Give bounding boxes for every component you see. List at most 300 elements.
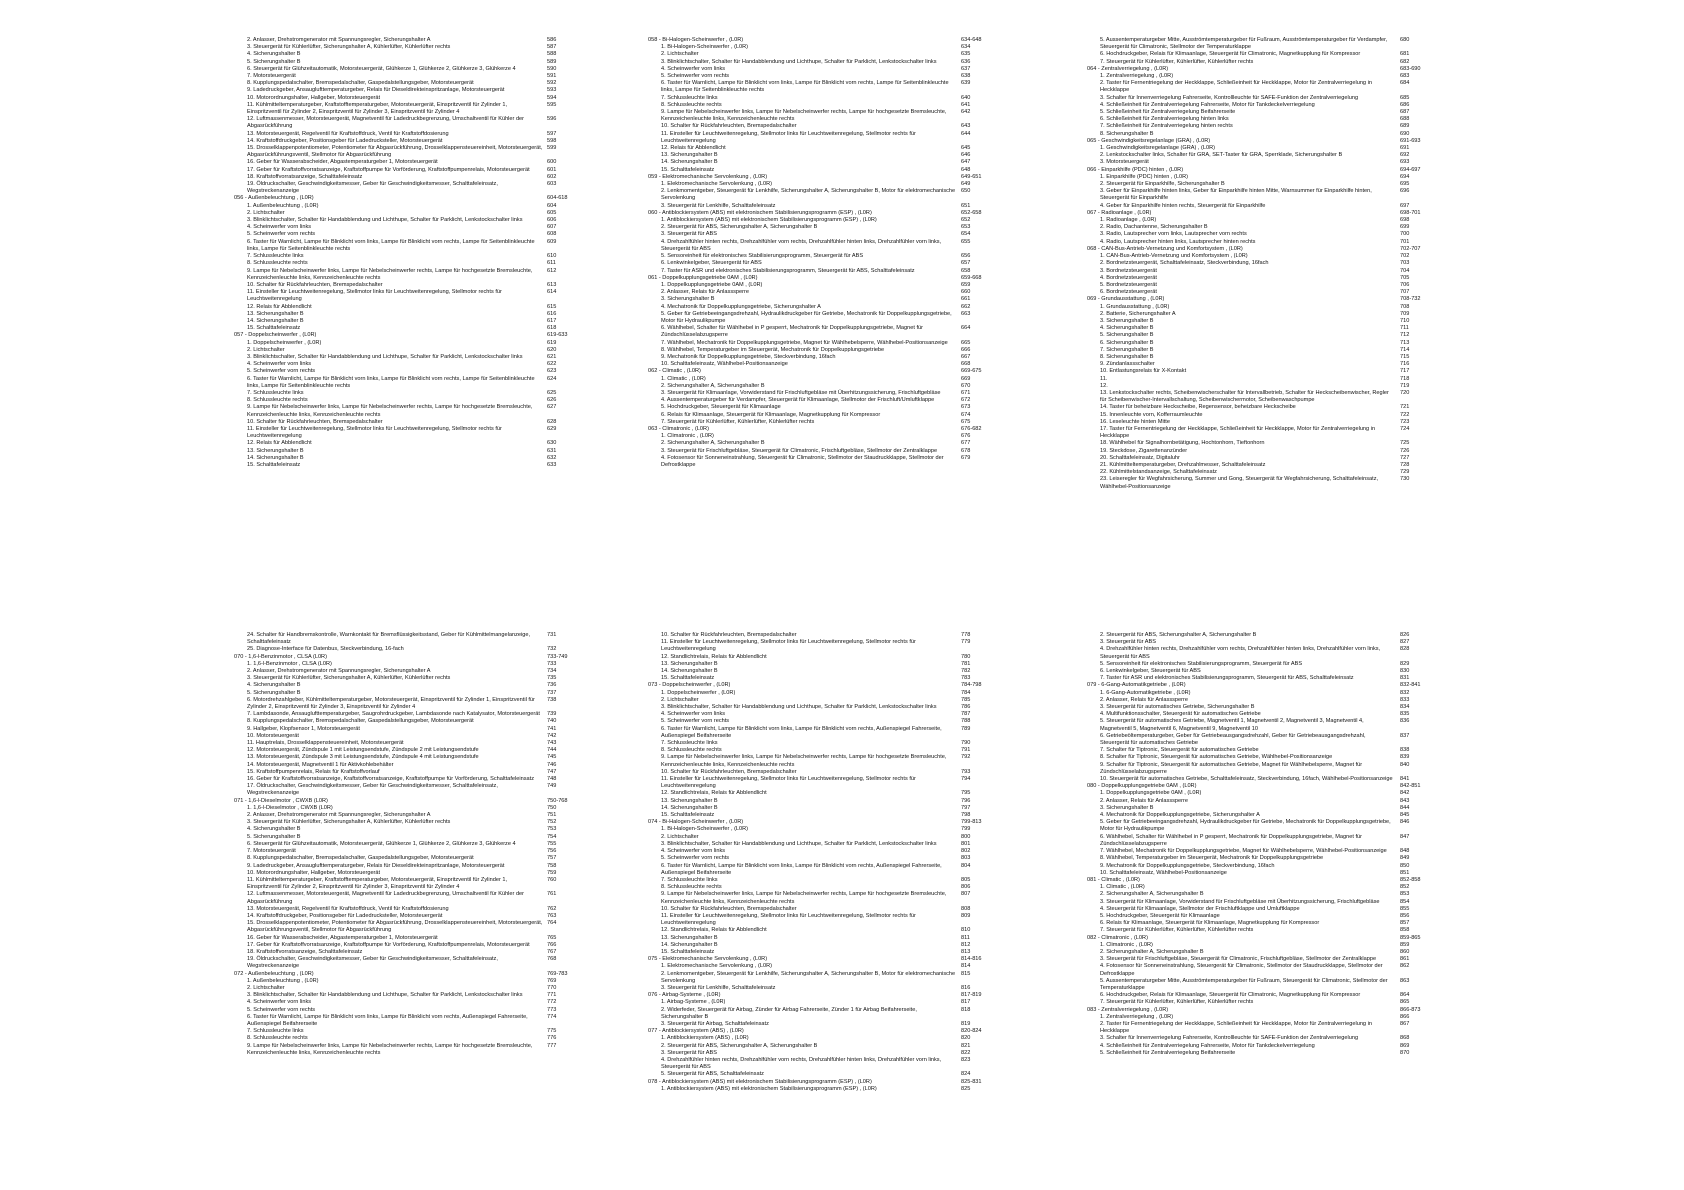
page-number: 666 [961,346,971,353]
entry-title: 12. Standlichtrelais, Relais für Abblendlicht [661,927,767,934]
index-entry [247,102,577,116]
index-entry [1100,1014,1430,1021]
index-entry [1100,239,1430,246]
entry-title: 1. Außenbeleuchtung , (L0R) [247,202,319,209]
page-number: 808 [961,905,971,912]
index-entry [1100,419,1430,426]
entry-title: 3. Steuergerät für Lenkhilfe, Schalttafeleinsatz [661,202,776,209]
entry-title: 5. Schließeinheit für Zentralverriegelung Beifahrerseite [1100,109,1236,116]
entry-title: 15. Drosselklappenpotentiometer, Potentiometer für Abgasrückführung, Drosselklappensteuereinheit, Motorsteuergerät, Abgasrückführungsventil, Stellmotor für Abgasrückführung [247,145,543,159]
entry-title: 7. Schlussleuchte links [247,389,304,396]
page-number: 717 [1400,368,1410,375]
entry-title: 1. Zentralverriegelung , (L0R) [1100,1013,1174,1020]
index-entry [247,426,577,440]
index-entry [661,253,991,260]
section-heading [648,37,991,44]
index-entry [661,999,991,1006]
index-entry [247,304,577,311]
index-entry [661,167,991,174]
index-entry [1100,891,1430,898]
page-number: 661 [961,296,971,303]
entry-title: 9. Mechatronik für Doppelkupplungsgetriebe, Steckverbindung, 16fach [1100,862,1275,869]
entry-title: 11. Einsteller für Leuchtweitenregelung, Stellmotor links für Leuchtweitenregelung, Stellmotor rechts für Leuchtweitenregelung [247,289,502,303]
entry-title: 1. Grundausstattung , (L0R) [1100,303,1170,310]
entry-title: 9. Hallgeber, Klopfsensor 1, Motorsteuergerät [247,725,360,732]
page-number: 599 [547,145,557,152]
page-number: 667 [961,353,971,360]
index-entry [1100,116,1430,123]
entry-title: 5. Scheinwerfer vorn rechts [247,1006,316,1013]
page-number: 634 [961,44,971,51]
index-entry [1100,999,1430,1006]
index-entry [661,397,991,404]
index-entry [1100,123,1430,130]
entry-title: 14. Motorsteuergerät, Magnetventil 1 für Aktivkohlebehälter [247,761,394,768]
index-entry [661,726,991,740]
page-number: 866 [1400,1013,1410,1020]
page-number: 764 [547,920,557,927]
entry-title: 15. Schalttafeleinsatz [661,812,715,819]
entry-title: 9. Zündanlassschalter [1100,361,1155,368]
page-number: 611 [547,260,556,267]
entry-title: 1. Doppelkupplungsgetriebe 0AM , (L0R) [661,281,763,288]
page-number: 610 [547,253,557,260]
section-heading [1087,1006,1430,1014]
page-number: 814 [961,963,971,970]
page-number: 602 [547,173,557,180]
page-number: 705 [1400,274,1410,281]
page-number: 855 [1400,905,1410,912]
page-number: 802 [961,848,971,855]
page-number: 768 [547,956,557,963]
index-entry [661,985,991,992]
index-entry [1100,1035,1430,1042]
page-number: 838 [1400,747,1410,754]
page-number: 650 [961,188,971,195]
index-entry [247,448,577,455]
section-heading [648,425,991,433]
index-entry [247,325,577,332]
index-entry [661,289,991,296]
page-number: 842 [1400,790,1410,797]
page-number: 655 [961,238,971,245]
entry-title: 13. Motorsteuergerät, Regelventil für Kraftstoffdruck, Ventil für Kraftstoffdosierung [247,130,449,137]
page-number: 806 [961,884,971,891]
page-number: 673 [961,404,971,411]
entry-title: 6. Taster für Warnlicht, Lampe für Blinklicht vorn links, Lampe für Blinklicht vorn rechts, Außenspiegel Fahrerseite, Außenspiegel Beifahrerseite [247,1013,528,1027]
entry-title: 7. Schlussleuchte links [661,94,718,101]
page-number: 588 [547,51,557,58]
index-entry [1100,145,1430,152]
page-number: 823 [961,1056,971,1063]
page-number: 670 [961,382,971,389]
page-number: 707 [1400,289,1410,296]
index-entry [1100,361,1430,368]
entry-title: 7. Steuergerät für Kühlerlüfter, Kühlerlüfter, Kühlerlüfter rechts [1100,999,1254,1006]
page-number: 700 [1400,231,1410,238]
entry-title: 14. Sicherungshalter B [661,159,718,166]
index-entry [247,661,577,668]
index-entry [247,80,577,87]
index-entry [661,268,991,275]
entry-title: 1. 6-Gang-Automatikgetriebe , (L0R) [1100,689,1191,696]
page-number: 841 [1400,776,1410,783]
entry-title: 25. Diagnose-Interface für Datenbus, Steckverbindung, 16-fach [247,646,404,653]
index-entry [661,455,991,469]
page-number: 797 [961,804,971,811]
index-entry [1100,899,1430,906]
entry-title: 15. Schalttafeleinsatz [247,461,301,468]
entry-title: 1. Doppelscheinwerfer , (L0R) [661,689,736,696]
index-entry [1100,834,1430,848]
index-entry [661,971,991,985]
page-number: 792 [961,754,971,761]
page-number: 698-701 [1400,209,1421,216]
entry-title: 16. Leseleuchte hinten Mitte [1100,418,1170,425]
section-heading [234,195,577,202]
index-entry [1100,690,1430,697]
page-number: 701 [1400,238,1410,245]
index-entry [661,145,991,152]
page-number: 866-873 [1400,1006,1421,1013]
page-number: 749 [547,783,557,790]
index-entry [247,841,577,848]
entry-title: 3. Steuergerät für ABS [661,1049,717,1056]
entry-title: 5. Scheinwerfer vorn rechts [661,855,730,862]
index-entry [247,145,577,159]
index-entry [247,1007,577,1014]
page-number: 814-816 [961,956,982,963]
entry-title: 8. Schalter für Tiptronic, Steuergerät für automatisches Getriebe, Wählhebel-Positionsanzeige [1100,754,1333,761]
entry-title: 068 - CAN-Bus-Antrieb-Vernetzung und Komfortsystem , (L0R) [1087,245,1243,252]
section-heading [1087,934,1430,942]
entry-title: 7. Schließeinheit für Zentralverriegelung hinten rechts [1100,123,1233,130]
entry-title: 11. Kühlmitteltemperaturgeber, Kraftstofftemperaturgeber, Motorsteuergerät, Einspritzventil für Zylinder 1, Einspritzventil für Zylinder 2, Einspritzventil für Zylinder 3, Einspritzventil für Zylinder 4 [247,101,508,116]
page-number: 737 [547,689,557,696]
page-number: 730 [1400,476,1410,483]
entry-title: 062 - Climatic , (L0R) [648,368,701,375]
index-column [648,632,991,1093]
page-number: 826 [1400,632,1410,638]
page-number: 744 [547,747,557,754]
page-number: 601 [547,166,557,173]
page-number: 783 [961,675,971,682]
page-number: 671 [961,389,971,396]
page-number: 657 [961,260,971,267]
page-number: 842-851 [1400,783,1421,790]
page-number: 778 [961,632,971,638]
page-number: 747 [547,768,557,775]
entry-title: 17. Taster für Fernentriegelung der Heckklappe, Schließeinheit für Heckklappe, Motor für Zentralverriegelung in Heckklappe [1100,425,1376,440]
page-number: 715 [1400,353,1410,360]
entry-title: 12. Standlichtrelais, Relais für Abblendlicht [661,790,767,797]
page-number: 771 [547,992,557,999]
page-number: 699 [1400,224,1410,231]
page-number: 769 [547,977,557,984]
index-entry [247,1028,577,1035]
entry-title: 15. Innenleuchte vorn, Kofferraumleuchte [1100,411,1203,418]
entry-title: 4. Geber für Einparkhilfe hinten rechts, Steuergerät für Einparkhilfe [1100,202,1266,209]
index-entry [1100,762,1430,776]
page-number: 606 [547,217,557,224]
entry-title: 2. Sicherungshalter A, Sicherungshalter B [1100,891,1204,898]
index-entry [1100,440,1430,447]
page-number: 827 [1400,639,1410,646]
page-number: 772 [547,999,557,1006]
page-number: 620 [547,346,557,353]
page-number: 659 [961,281,971,288]
index-entry [661,404,991,411]
entry-title: 15. Schalttafeleinsatz [247,325,301,332]
page-number: 865 [1400,999,1410,1006]
page-number: 852 [1400,884,1410,891]
entry-title: 11. Hauptrelais, Drosselklappensteuereinheit, Motorsteuergerät [247,740,404,747]
index-entry [661,231,991,238]
page-number: 863 [1400,977,1410,984]
entry-title: 1. Climatronic , (L0R) [1100,941,1153,948]
entry-title: 10. Schalttafeleinsatz, Wählhebel-Positionsanzeige [1100,869,1227,876]
entry-title: 4. Sicherungshalter B [1100,325,1154,332]
entry-title: 3. Sicherungshalter B [661,296,715,303]
index-entry [661,131,991,145]
index-entry [661,826,991,833]
entry-title: 18. Kraftstoffvorratsanzeige, Schalttafeleinsatz [247,173,363,180]
entry-title: 2. Steuergerät für Einparkhilfe, Sicherungshalter B [1100,181,1225,188]
index-entry [247,726,577,733]
index-entry [661,711,991,718]
index-entry [661,632,991,639]
page-number: 684 [1400,80,1410,87]
page-number: 732 [547,646,557,653]
index-entry [1100,1050,1430,1057]
entry-title: 2. Lichtschalter [661,51,699,58]
index-entry [661,361,991,368]
page-number: 634-648 [961,37,982,43]
index-entry [247,131,577,138]
index-entry [247,848,577,855]
index-entry [661,877,991,884]
section-heading [1087,65,1430,73]
entry-title: 11. Kühlmitteltemperaturgeber, Kraftstofftemperaturgeber, Motorsteuergerät, Einspritzventil für Zylinder 1, Einspritzventil für Zylinder 2, Einspritzventil für Zylinder 3, Einspritzventil für Zylinder 4 [247,876,508,891]
page-number: 612 [547,267,557,274]
index-entry [247,419,577,426]
entry-title: 7. Schlussleuchte links [247,1028,304,1035]
section-heading [1087,245,1430,253]
index-entry [1100,462,1430,469]
index-entry [247,51,577,58]
page-number: 668 [961,361,971,368]
index-entry [661,747,991,754]
section-heading [648,274,991,282]
index-entry [661,51,991,58]
page-number: 649 [961,181,971,188]
entry-title: 11. Einsteller für Leuchtweitenregelung, Stellmotor links für Leuchtweitenregelung, Stellmotor rechts für Leuchtweitenregelung [661,912,916,927]
entry-title: 8. Kupplungspedalschalter, Bremspedalschalter, Gaspedalstellungsgeber, Motorsteuergerät [247,855,474,862]
entry-title: 5. Steuergerät für ABS, Schalttafeleinsatz [661,1071,764,1078]
entry-title: 12. Relais für Abblendlicht [661,145,726,152]
entry-title: 7. Motorsteuergerät [247,848,296,855]
page-number: 840 [1400,761,1410,768]
entry-title: 3. Steuergerät für Lenkhilfe, Schalttafeleinsatz [661,984,776,991]
index-entry [661,740,991,747]
entry-title: 3. Blinklichtschalter, Schalter für Handabblendung und Lichthupe, Schalter für Parklicht, Lenkstockschalter links [247,217,523,224]
index-entry [661,963,991,970]
page-number: 811 [961,934,970,941]
index-entry [247,354,577,361]
entry-title: 4. Scheinwerfer vorn links [661,711,726,718]
index-entry [661,433,991,440]
page-number: 652 [961,217,971,224]
page-number: 741 [547,725,557,732]
entry-title: 3. Steuergerät für Frischluftgebläse, Steuergerät für Climatronic, Frischluftgebläse, Stellmotor der Zentralklappe [661,447,938,454]
page-number: 632 [547,454,557,461]
index-entry [247,44,577,51]
index-entry [1100,383,1430,390]
section-heading [648,1078,991,1086]
entry-title: 18. Wählhebel für Signalhornbetätigung, Hochtonhorn, Tieftonhorn [1100,440,1265,447]
page-number: 861 [1400,956,1410,963]
page-number: 681 [1400,51,1410,58]
entry-title: 6. Relais für Klimaanlage, Steuergerät für Klimaanlage, Magnetkupplung für Kompressor [661,411,881,418]
entry-title: 078 - Antiblockiersystem (ABS) mit elektronischem Stabilisierungsprogramm (ESP) , (L0R) [648,1078,872,1085]
index-entry [661,260,991,267]
page-number: 676-682 [961,425,982,432]
page-number: 816 [961,984,971,991]
page-number: 856 [1400,912,1410,919]
index-entry [1100,80,1430,94]
index-entry [1100,304,1430,311]
page-number: 817-819 [961,992,982,999]
index-entry [247,1035,577,1042]
entry-title: 7. Wählhebel, Mechatronik für Doppelkupplungsgetriebe, Magnet für Wählhebelsperre, Wählhebel-Positionsanzeige [661,339,948,346]
index-entry [247,59,577,66]
page-number: 798 [961,812,971,819]
entry-title: 4. Schließeinheit für Zentralverriegelung Fahrerseite, Motor für Tankdeckelverriegelung [1100,101,1315,108]
entry-title: 10. Schalter für Rückfahrleuchten, Bremspedalschalter [661,632,797,638]
entry-title: 080 - Doppelkupplungsgetriebe 0AM , (L0R) [1087,783,1197,790]
page-number: 692 [1400,152,1410,159]
index-entry [1100,95,1430,102]
page-number: 757 [547,855,557,862]
entry-title: 13. Sicherungshalter B [661,934,718,941]
entry-title: 3. Schalter für Innenverriegelung Fahrerseite, Kontrollleuchte für SAFE-Funktion der Zentralverriegelung [1100,94,1359,101]
page-number: 642 [961,109,971,116]
index-entry [247,138,577,145]
index-entry [1100,754,1430,761]
page-number: 776 [547,1035,557,1042]
page-number: 847 [1400,833,1410,840]
page-number: 635 [961,51,971,58]
entry-title: 8. Schlussleuchte rechts [247,1035,308,1042]
entry-title: 14. Kraftstoffdruckgeber, Positionsgeber für Ladedrucksteller, Motorsteuergerät [247,137,443,144]
page-number: 735 [547,675,557,682]
page-number: 607 [547,224,557,231]
page-number: 669-675 [961,368,982,375]
entry-title: 081 - Climatic , (L0R) [1087,876,1140,883]
entry-title: 16. Geber für Wasserabscheider, Abgastemperaturgeber 1, Motorsteuergerät [247,159,438,166]
section-heading [234,797,577,805]
page-number: 844 [1400,804,1410,811]
entry-title: 10. Motorsteuergerät [247,732,299,739]
entry-title: 5. Sicherungshalter B [247,58,301,65]
entry-title: 057 - Doppelscheinwerfer , (L0R) [234,332,317,339]
index-entry [247,754,577,761]
index-entry [661,203,991,210]
page-number: 724 [1400,425,1410,432]
page-number: 784 [961,689,971,696]
index-entry [1100,59,1430,66]
page-number: 708 [1400,303,1410,310]
entry-title: 4. Scheinwerfer vorn links [247,361,312,368]
entry-title: 1. Antiblockiersystem (ABS) mit elektronischem Stabilisierungsprogramm (ESP) , (L0R) [661,1085,877,1092]
index-entry [661,805,991,812]
index-column [1087,632,1430,1057]
page-number: 859 [1400,941,1410,948]
entry-title: 10. Schalter für Rückfahrleuchten, Bremspedalschalter [661,123,797,130]
page-number: 781 [961,660,971,667]
entry-title: 3. Steuergerät für Kühlerlüfter, Sicherungshalter A, Kühlerlüfter, Kühlerlüfter rechts [247,819,451,826]
entry-title: 9. Lampe für Nebelscheinwerfer links, Lampe für Nebelscheinwerfer rechts, Lampe für hochgesetzte Bremsleuchte, Kennzeichenleuchte links, Kennzeichenleuchte rechts [247,267,533,281]
index-entry [247,855,577,862]
entry-title: 5. Aussentemperaturgeber Mitte, Ausströmtemperaturgeber für Fußraum, Ausströmtemperaturgeber für Verdampfer, Steuergerät für Climatronic, Stellmotor der Temperaturklappe [1100,37,1388,51]
entry-title: 9. Ladedruckgeber, Ansauglufttemperaturgeber, Relais für Dieseldirekteinspritzanlage, Motorsteuergerät [247,87,505,94]
index-entry [661,304,991,311]
entry-title: 6. Wählhebel, Schalter für Wählhebel in P gesperrt, Mechatronik für Doppelkupplungsgetriebe, Magnet für Zündschlüsselabzugsperre [1100,833,1363,847]
page-number: 788 [961,718,971,725]
page-number: 869 [1400,1042,1410,1049]
index-entry [247,733,577,740]
entry-title: 7. Schlussleuchte links [661,740,718,747]
page-number: 746 [547,761,557,768]
entry-title: 067 - Radioanlage , (L0R) [1087,209,1152,216]
index-entry [661,390,991,397]
page-number: 852-858 [1400,876,1421,883]
entry-title: 2. Sicherungshalter A, Sicherungshalter B [661,440,765,447]
entry-title: 6. Taster für Warnlicht, Lampe für Blinklicht vorn links, Lampe für Blinklicht vorn rechts, Lampe für Seitenblinkleuchte links, Lampe für Seitenblinkleuchte rechts [661,80,949,94]
entry-title: 2. Lichtschalter [661,696,699,703]
page-number: 636 [961,58,971,65]
page-number: 812 [961,941,971,948]
index-entry [1100,661,1430,668]
page-number: 672 [961,397,971,404]
entry-title: 7. Taster für ASR und elektronisches Stabilisierungsprogramm, Steuergerät für ABS, Schalttafeleinsatz [1100,675,1354,682]
entry-title: 4. Scheinwerfer vorn links [247,224,312,231]
index-entry [247,217,577,224]
index-entry [661,109,991,123]
page-number: 758 [547,862,557,869]
section-heading [1087,876,1430,884]
page-number: 799 [961,826,971,833]
index-entry [661,697,991,704]
entry-title: 6. Relais für Klimaanlage, Steuergerät für Klimaanlage, Magnetkupplung für Kompressor [1100,920,1320,927]
page-number: 817 [961,999,971,1006]
index-entry [247,167,577,174]
entry-title: 15. Drosselklappenpotentiometer, Potentiometer für Abgasrückführung, Drosselklappensteuereinheit, Motorsteuergerät, Abgasrückführungsventil, Stellmotor für Abgasrückführung [247,920,543,934]
index-entry [247,690,577,697]
page-number: 765 [547,934,557,941]
entry-title: 2. Lichtschalter [247,346,285,353]
entry-title: 4. Drehzahlfühler hinten rechts, Drehzahlfühler vorn rechts, Drehzahlfühler hinten links, Drehzahlfühler vorn links, Steuergerät für ABS [1100,646,1381,660]
page-number: 727 [1400,454,1410,461]
page-number: 663 [961,310,971,317]
index-entry [247,985,577,992]
index-entry [1100,632,1430,639]
section-heading [1087,682,1430,689]
page-number: 619 [547,339,557,346]
entry-title: 10. Steuergerät für automatisches Getriebe, Schalttafeleinsatz, Steckverbindung, 16fach, Wählhebel-Positionsanzeige [1100,776,1393,783]
entry-title: 8. Wählhebel, Temperaturgeber im Steuergerät, Mechatronik für Doppelkupplungsgetriebe [661,346,885,353]
index-entry [661,80,991,94]
